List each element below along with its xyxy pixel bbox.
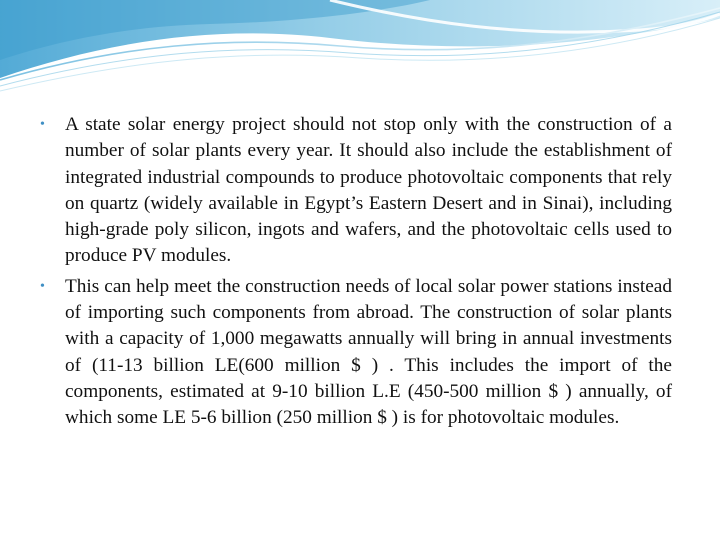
bullet-item [40, 112, 672, 270]
bullet-text: This can help meet the construction needs of local solar power stations instead of importing such components from abroad. The construction of solar plants with a capacity of 1,000 megawatts annually will bring in annual investments of (11-13 billion LE(600 million $ ) . This includes the import of the components, estimated at 9-10 billion L.E (450-500 million $ ) annually, of which some LE 5-6 billion (250 million $ ) is for photovoltaic modules. [65, 275, 672, 429]
bullet-text: A state solar energy project should not stop only with the construction of a number of solar plants every year. It should also include the establishment of integrated industrial compounds to produce photovoltaic components that rely on quartz (widely available in Egypt’s Eastern Desert and in Sinai), including high-grade poly silicon, ingots and wafers, and the photovoltaic cells used to produce PV modules. [65, 114, 672, 267]
bullet-dot-icon: • [40, 117, 45, 132]
header-wave-decoration [0, 0, 720, 95]
bullet-dot-icon: • [40, 278, 45, 294]
bullet-item [40, 274, 672, 432]
slide-content [40, 112, 672, 436]
